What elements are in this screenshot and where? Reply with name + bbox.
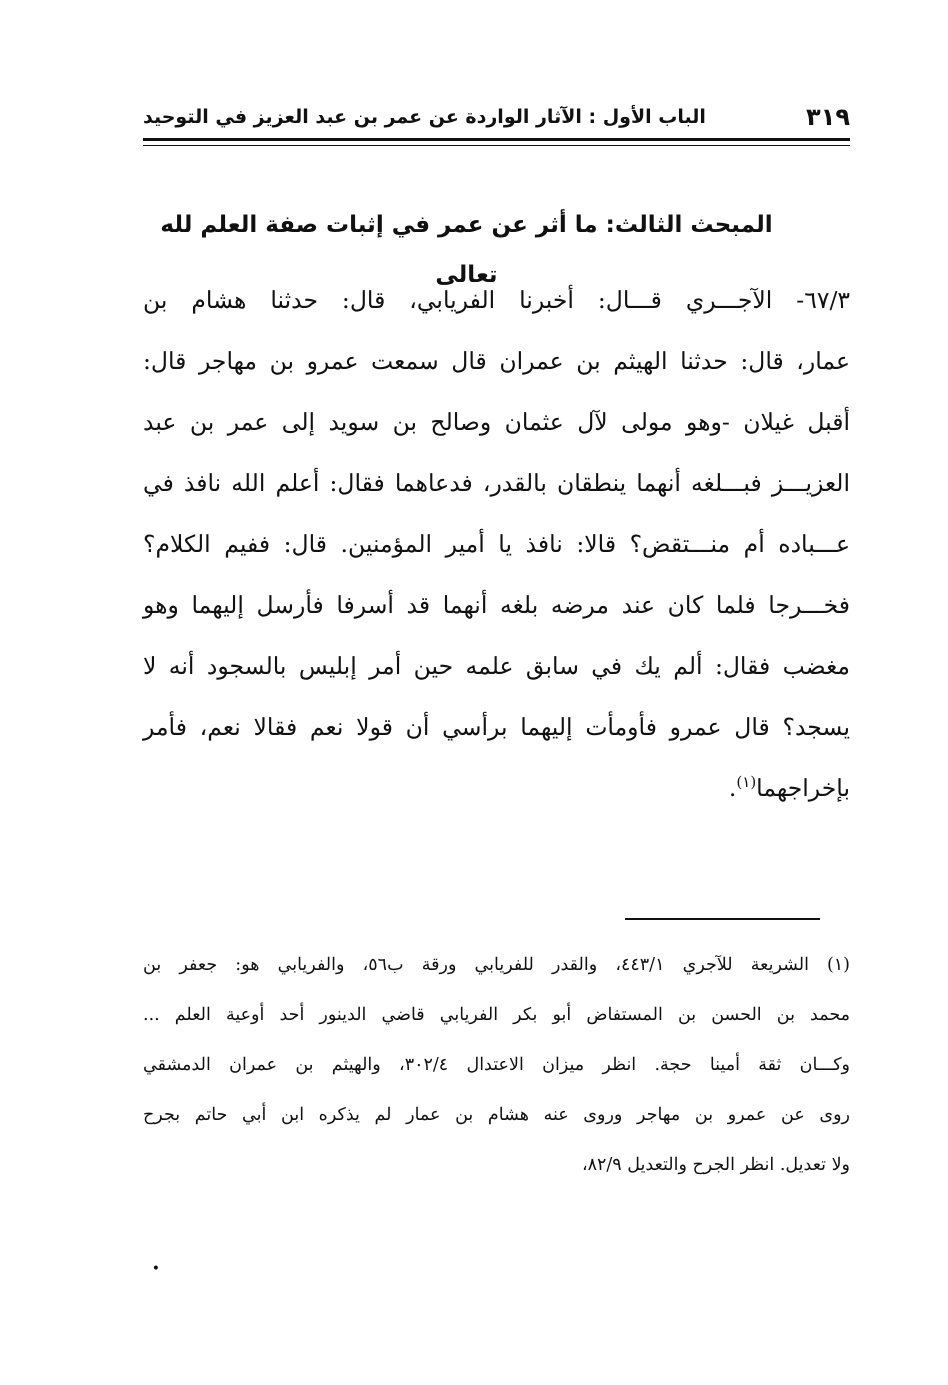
body-line: ٦٧/٣- الآجـــري قـــال: أخبرنا الفريابي، قال: حدثنا هشام بن (143, 286, 850, 314)
body-line: مغضب فقال: ألم يك في سابق علمه حين أمر إبليس بالسجود أنه لا (143, 652, 850, 680)
body-line: فخـــرجا فلما كان عند مرضه بلغه أنهما قد أسرفا فأرسل إليهما وهو (143, 591, 850, 619)
footnote-line: محمد بن الحسن بن المستفاض أبو بكر الفريابي قاضي الدينور أحد أوعية العلم ... (143, 1005, 850, 1025)
footnote-line-text: الشريعة للآجري ٤٤٣/١، والقدر للفريابي ورقة ب٥٦، والفريابي هو: جعفر بن (143, 955, 809, 975)
body-line: العزيـــز فبـــلغه أنهما ينطقان بالقدر، فدعاهما فقال: أعلم الله نافذ في (143, 469, 850, 497)
body-line: عمار، قال: حدثنا الهيثم بن عمران قال سمعت عمرو بن مهاجر قال: (143, 347, 850, 375)
footnote-line (143, 940, 850, 990)
header-rule-thin (143, 145, 850, 146)
footnote-line: روى عن عمرو بن مهاجر وروى عنه هشام بن عمار لم يذكره ابن أبي حاتم بجرح (143, 1105, 850, 1125)
bottom-bullet-mark: • (151, 1261, 160, 1277)
body-last-line-end: . (728, 774, 737, 802)
body-line: يسجد؟ قال عمرو فأومأت إليهما برأسي أن قولا نعم فقالا نعم، فأمر (143, 713, 850, 741)
footnotes (143, 940, 850, 1190)
footnote-reference[interactable]: (١) (736, 773, 757, 791)
body-line: أقبل غيلان -وهو مولى لآل عثمان وصالح بن سويد إلى عمر بن عبد (143, 408, 850, 436)
section-heading: المبحث الثالث: ما أثر عن عمر في إثبات صفة العلم لله تعالى (160, 212, 773, 288)
footnote-marker: (١) (826, 955, 850, 975)
main-text (143, 270, 850, 819)
header-rule-thick (143, 138, 850, 141)
footnote-line: ولا تعديل. انظر الجرح والتعديل ٨٢/٩، (581, 1155, 850, 1175)
body-last-line (143, 758, 850, 819)
page-header (143, 92, 850, 132)
footnote-separator (625, 918, 820, 920)
body-line: عـــباده أم منـــتقض؟ قالا: نافذ يا أمير المؤمنين. قال: ففيم الكلام؟ (143, 530, 850, 558)
footnote-line: وكـــان ثقة أمينا حجة. انظر ميزان الاعتدال ٣٠٢/٤، والهيثم بن عمران الدمشقي (143, 1055, 850, 1075)
running-title: الباب الأول : الآثار الواردة عن عمر بن عبد العزيز في التوحيد (143, 106, 706, 128)
body-last-line-text: بإخراجهما (756, 774, 850, 802)
page-number: ٣١٩ (806, 103, 850, 131)
